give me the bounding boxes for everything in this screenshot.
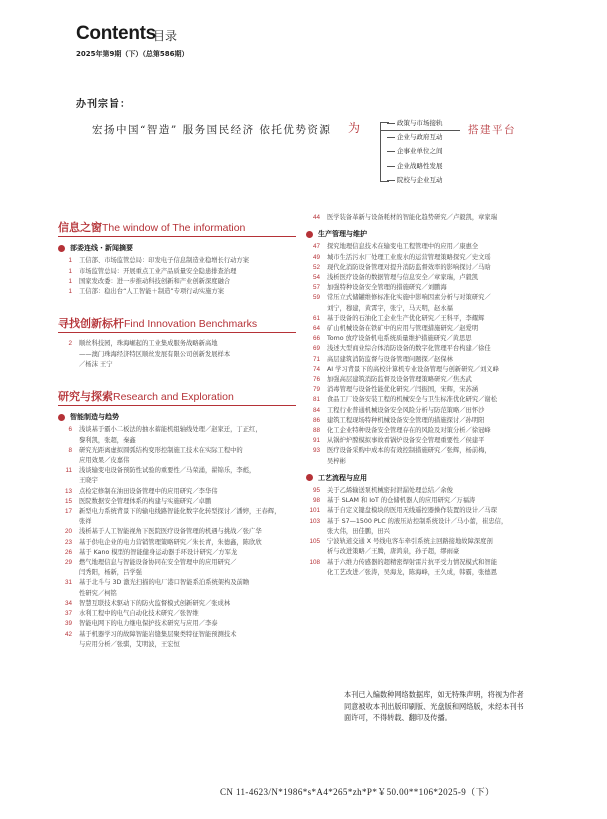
subsection-title: 生产管理与维护 xyxy=(318,230,367,239)
toc-left-column xyxy=(58,223,296,650)
toc-entry-title: 市场监管总局：开展重点工业产品质量安全隐患排查治理 xyxy=(79,267,237,275)
toc-entry[interactable] xyxy=(306,242,544,252)
section-divider xyxy=(58,236,296,237)
toc-entry-page: 74 xyxy=(312,365,320,373)
toc-section xyxy=(58,319,296,370)
toc-entry-page: 26 xyxy=(64,548,72,556)
bullet-dot-icon xyxy=(58,245,65,252)
toc-entry-page: 29 xyxy=(64,559,72,567)
toc-entry[interactable] xyxy=(306,334,544,344)
section-heading xyxy=(58,223,296,235)
toc-entry[interactable] xyxy=(306,436,544,446)
toc-entry-page: 76 xyxy=(312,376,320,384)
toc-entry[interactable] xyxy=(58,487,296,497)
toc-entry-title: 探究地理信息技术在输变电工程管理中的应用／康惠全 xyxy=(327,243,479,251)
toc-entry-title: 化工企业特种设备安全管理存在的风险及对策分析／徐冠峰 xyxy=(327,427,491,435)
toc-group xyxy=(306,229,544,467)
toc-entry-page: 37 xyxy=(64,610,72,618)
toc-entry-title: 研究光距离虚拟圆弧结构变形控制施工技术在实际工程中的 应用效果／皮嘉伟 xyxy=(79,446,243,465)
toc-entry[interactable] xyxy=(58,538,296,548)
toc-entry[interactable] xyxy=(58,466,296,486)
section-title-cn: 研究与探索 xyxy=(58,390,113,404)
toc-entry-page: 20 xyxy=(64,528,72,536)
toc-entry[interactable] xyxy=(306,506,544,516)
toc-entry-title: 新型电力系统背景下的输电线路智能化数字化转型探讨／潘婷，王春辉， 张祥 xyxy=(79,508,281,526)
toc-entry[interactable] xyxy=(58,287,296,297)
toc-entry[interactable] xyxy=(306,344,544,354)
toc-entry[interactable] xyxy=(306,395,544,405)
toc-entry-page: 1 xyxy=(68,257,72,265)
toc-entry-title: 矿山机械设备在铁矿中的应用与管理措施研究／赵爱明 xyxy=(327,325,479,333)
toc-group xyxy=(306,473,544,578)
toc-entry-title: 从锅炉炉膛模拟事故看锅炉设备安全管理重要性／侯建平 xyxy=(327,437,485,445)
toc-entry-title: 基于 S7—1500 PLC 的液压站控制系统设计／马小蕾，崔忠信， 张大伟，田佳鹏，田兴 xyxy=(327,517,508,535)
toc-entry[interactable] xyxy=(306,517,544,537)
toc-entry[interactable] xyxy=(58,578,296,598)
toc-entry-title: 浅析医疗设备的数据管理与信息安全／章家瑞，卢毅凯 xyxy=(327,274,479,282)
toc-entry[interactable] xyxy=(58,558,296,578)
toc-entry-title: 基于北斗与 3D 激光扫描的电厂港口智能系泊系统架构及前瞻 性研究／柯铭 xyxy=(79,579,250,597)
toc-entry-title: 水利工程中的电气自动化技术研究／张智维 xyxy=(79,610,199,618)
subsection-heading xyxy=(306,229,544,239)
toc-entry-title: 浅述大型商业综合体消防设备的数字化管理平台构建／徐佳 xyxy=(327,345,491,353)
toc-entry-title: 关于乙烯输送泵机械密封泄漏处理总结／余俊 xyxy=(327,487,453,495)
toc-entry[interactable] xyxy=(306,446,544,466)
toc-entry-title: Tomo 放疗设备机电系统质量维护措施研究／黄思思 xyxy=(327,335,472,343)
toc-entry[interactable] xyxy=(58,619,296,629)
toc-entry-page: 88 xyxy=(312,427,320,435)
toc-entry-title: 基于供电企业的电力营销管理策略研究／朱长青，朱德鑫，陈欣欣 xyxy=(79,538,262,546)
subsection-heading xyxy=(58,412,296,422)
toc-entry[interactable] xyxy=(306,314,544,324)
copyright-notice: 本刊已入编数种网络数据库，如无特殊声明，将视为作者同意被收本刊出版印刷版、光盘版和网络版，未经本刊书面许可，不得转载、翻印及传播。 xyxy=(344,690,524,723)
toc-entry-title: 加强特种设备安全管理的措施研究／刘鹏海 xyxy=(327,284,447,292)
toc-entry[interactable] xyxy=(306,558,544,578)
motto-goal-item: 企业与政府互动 xyxy=(393,132,443,146)
toc-entry[interactable] xyxy=(58,630,296,650)
toc-entry[interactable] xyxy=(58,527,296,537)
toc-entry-page: 101 xyxy=(309,507,320,515)
section-title-en: The window of The information xyxy=(102,222,246,234)
toc-entry[interactable] xyxy=(58,497,296,507)
toc-entry[interactable] xyxy=(306,263,544,273)
toc-entry-title: 顺丝科技园，珠海崛起的工业集成服务战略新高地 ——澳门珠海经济特区顺丝发展有限公司创新发展样本 ／杨沫 王宁 xyxy=(79,340,231,368)
motto-wei: 为 xyxy=(348,121,362,135)
toc-entry-page: 64 xyxy=(312,325,320,333)
toc-entry-page: 59 xyxy=(312,294,320,302)
toc-entry-page: 103 xyxy=(309,517,320,525)
toc-entry-page: 71 xyxy=(312,355,320,363)
toc-entry[interactable] xyxy=(306,496,544,506)
toc-entry-title: 基于自定义键盘模块的医用无线遥控器操作装置的设计／马琛 xyxy=(327,507,498,515)
subsection-title: 工艺流程与应用 xyxy=(318,473,367,482)
toc-entry-page: 23 xyxy=(64,538,72,546)
subsection-heading xyxy=(58,243,296,253)
toc-entry-page: 98 xyxy=(312,497,320,505)
toc-entry[interactable] xyxy=(58,339,296,370)
toc-entry-title: 基于 SLAM 和 IoT 的仓储机器人的应用研究／万福涛 xyxy=(327,497,476,505)
toc-entry-title: 医疗设备采购中成本的有效控制措施研究／张辉，杨前梅， 吴梓彬 xyxy=(327,447,491,465)
section-heading xyxy=(58,319,296,331)
toc-entry-title: 基于 Kano 模型的智能健身运动器手环设计研究／方军龙 xyxy=(79,548,238,556)
toc-entry-title: 现代化消防设备管理对提升消防监督效率的影响探讨／马晗 xyxy=(327,263,491,271)
toc-entry-page: 86 xyxy=(312,416,320,424)
toc-entry-page: 15 xyxy=(64,497,72,505)
cn-publication-code: CN 11-4623/N*1986*s*A4*265*zh*P*￥50.00**106*2025-9（下） xyxy=(220,787,495,797)
issue-number: 2025年第9期（下）（总第586期） xyxy=(76,50,189,58)
toc-entry-title: 智慧互联技术驱动下的防火监督模式创新研究／张成林 xyxy=(79,599,231,607)
subsection-title: 部委连线・新闻摘要 xyxy=(70,244,133,253)
toc-entry-title: 医学装备革新与设备耗材的智能化趋势研究／卢毅凯，章家瑞 xyxy=(327,214,498,221)
section-divider xyxy=(58,405,296,406)
section-title-cn: 信息之窗 xyxy=(58,221,102,234)
toc-right-column xyxy=(306,213,544,578)
toc-entry-title: 城市生活污水厂处理工业废水的运营管理策略探究／史文瑶 xyxy=(327,253,491,261)
toc-entry-page: 66 xyxy=(312,335,320,343)
toc-entry-title: 浅谈基于霸小二板法的抽水蓄能机组轴线处理／赵家迁，丁正红， 黎利凯，张超，秦鑫 xyxy=(79,426,262,444)
toc-entry[interactable] xyxy=(306,406,544,416)
toc-entry-page: 44 xyxy=(312,214,320,221)
toc-entry[interactable] xyxy=(306,355,544,365)
toc-entry-title: AI 学习背景下的高校计算机专业设备管理与创新研究／刘义峰 xyxy=(327,365,499,373)
toc-entry-page: 11 xyxy=(65,467,72,475)
toc-entry-page: 93 xyxy=(312,447,320,455)
toc-entry-page: 6 xyxy=(68,426,72,434)
toc-entry-title: 国家发改委：进一步推动科技创新和产业创新深度融合 xyxy=(79,277,231,285)
motto-goal-item: 政策与市场接轨 xyxy=(393,118,443,132)
toc-entry[interactable] xyxy=(306,253,544,263)
toc-entry[interactable] xyxy=(306,416,544,426)
toc-entry-title: 工信部：稳出台“人工智能＋制造”专项行动实施方案 xyxy=(79,288,225,296)
toc-entry-title: 工信部、市场监管总局：印发电子信息制造业稳增长行动方案 xyxy=(79,257,250,265)
toc-entry[interactable] xyxy=(58,425,296,445)
toc-entry-page: 31 xyxy=(64,579,72,587)
toc-entry-title: 点检定修制在油田设备管理中的应用研究／李华伟 xyxy=(79,487,218,495)
toc-group xyxy=(58,339,296,370)
toc-entry-title: 浅谈输变电设备预防性试验的重要性／马荣涌，翟锦乐，李彪， 王晓宇 xyxy=(79,467,256,485)
toc-section xyxy=(58,223,296,297)
toc-entry-title: 医院数据安全管理体系的构建与实施研究／卓鹏 xyxy=(79,497,212,505)
toc-entry[interactable] xyxy=(306,365,544,375)
toc-entry[interactable] xyxy=(58,446,296,466)
toc-entry[interactable] xyxy=(306,213,544,223)
section-title-en: Research and Exploration xyxy=(113,391,234,404)
toc-entry[interactable] xyxy=(306,324,544,334)
motto-goal-item: 企业战略性发展 xyxy=(393,161,443,175)
toc-entry-page: 79 xyxy=(312,386,320,394)
toc-entry-page: 8 xyxy=(68,446,72,454)
toc-entry-title: 浅析基于人工智能视角下医院医疗设备管理的机遇与挑战／张广华 xyxy=(79,528,262,536)
toc-entry-page: 57 xyxy=(312,284,320,292)
toc-entry[interactable] xyxy=(58,277,296,287)
toc-entry[interactable] xyxy=(58,267,296,277)
toc-entry-page: 42 xyxy=(64,630,72,638)
toc-entry[interactable] xyxy=(306,537,544,557)
toc-entry-page: 52 xyxy=(312,263,320,271)
section-title-en: Find Innovation Benchmarks xyxy=(124,318,258,331)
toc-entry-page: 39 xyxy=(64,620,72,628)
toc-entry-page: 54 xyxy=(312,274,320,282)
toc-entry-title: 常压立式储罐维修标准化实施中影响因素分析与对策研究／ 刘宁，穆建，黄霄宇，张宁，马天明，赵永福 xyxy=(327,294,491,312)
toc-entry-title: 建筑工程现场特种机械设备安全管理的措施探讨／孙明阳 xyxy=(327,416,485,424)
section-divider xyxy=(58,332,296,333)
toc-entry-title: 智能电网下的电力继电保护技术研究与应用／李泰 xyxy=(79,620,218,628)
toc-entry[interactable] xyxy=(306,273,544,283)
toc-entry-page: 69 xyxy=(312,345,320,353)
toc-entry-page: 47 xyxy=(312,243,320,251)
toc-entry-page: 49 xyxy=(312,253,320,261)
section-title-cn: 寻找创新标杆 xyxy=(58,317,124,331)
toc-entry-title: 宁波轨道交通 X 号线电客车牵引系统主回路接地故障深度剖 析与改进策略／王腾，唐鸿泉，孙子超，缪雨豪 xyxy=(327,538,493,556)
motto-goal-item: 院校与企业互动 xyxy=(393,175,443,189)
bullet-dot-icon xyxy=(306,474,313,481)
toc-entry-title: 高层建筑消防监督与设备管理问题探／赵保林 xyxy=(327,355,453,363)
toc-entry-page: 1 xyxy=(68,277,72,285)
toc-entry[interactable] xyxy=(58,609,296,619)
toc-entry[interactable] xyxy=(58,256,296,266)
toc-entry-page: 84 xyxy=(312,406,320,414)
toc-entry-title: 消毒管理与设备性能优化研究／闫振国，宋辉，宋苏涵 xyxy=(327,386,479,394)
toc-entry[interactable] xyxy=(58,507,296,527)
toc-entry[interactable] xyxy=(306,293,544,313)
toc-entry-page: 1 xyxy=(68,288,72,296)
toc-entry[interactable] xyxy=(58,599,296,609)
toc-entry-page: 17 xyxy=(64,508,72,516)
toc-entry[interactable] xyxy=(306,426,544,436)
toc-entry-title: 食品工厂设备安装工程的机械安全与卫生标准优化研究／谢松 xyxy=(327,396,498,404)
toc-entry-title: 工程行业普通机械设备安全风险分析与防范策略／田怀沙 xyxy=(327,406,485,414)
contents-title-cn: 目录 xyxy=(153,29,178,43)
toc-entry-page: 13 xyxy=(64,487,72,495)
section-heading xyxy=(58,392,296,404)
motto-text: 宏扬中国“智造” 服务国民经济 依托优势资源 xyxy=(92,124,332,136)
toc-entry[interactable] xyxy=(58,548,296,558)
toc-entry[interactable] xyxy=(306,486,544,496)
toc-entry-page: 91 xyxy=(312,437,320,445)
toc-entry-page: 1 xyxy=(68,267,72,275)
toc-entry-title: 基于六维力传感器的超精密焊射雷片抗平受力情况模式和智能 化工艺改进／张涛，吴海龙，陈海峰，王久成，韩霸，张德恩 xyxy=(327,558,498,576)
toc-entry-page: 108 xyxy=(309,558,320,566)
toc-section xyxy=(58,392,296,650)
toc-entry-page: 81 xyxy=(312,396,320,404)
toc-entry-title: 燃气地理信息与智能设备协同在安全管理中的应用研究／ 闫秀阳，杨新，吕学强 xyxy=(79,559,237,577)
toc-entry-title: 加强高层建筑消防监督及设备管理策略研究／焦杰武 xyxy=(327,376,472,384)
toc-entry-page: 105 xyxy=(309,538,320,546)
toc-entry-page: 2 xyxy=(68,340,72,348)
toc-group xyxy=(58,412,296,650)
bullet-dot-icon xyxy=(306,231,313,238)
toc-entry-page: 61 xyxy=(312,314,320,322)
contents-title: Contents xyxy=(76,23,156,44)
toc-entry[interactable] xyxy=(306,385,544,395)
toc-entry-title: 基于设备的石油化工企业生产优化研究／王科平，李耀辉 xyxy=(327,314,485,322)
toc-entry-page: 34 xyxy=(64,599,72,607)
toc-group xyxy=(58,243,296,297)
subsection-heading xyxy=(306,473,544,483)
toc-entry[interactable] xyxy=(306,283,544,293)
toc-entry-title: 基于机器学习的故障智能岩缝集层聚类特征智能预测技术 与应用分析／张骐，艾明波，王宏恒 xyxy=(79,630,237,648)
toc-entry-page: 95 xyxy=(312,487,320,495)
motto-label: 办刊宗旨： xyxy=(76,99,131,110)
motto-goal-item: 企事业单位之间 xyxy=(393,146,443,160)
motto-build-platform: 搭建平台 xyxy=(468,124,516,136)
subsection-title: 智能制造与趋势 xyxy=(70,413,119,422)
toc-entry[interactable] xyxy=(306,375,544,385)
motto-goals xyxy=(393,118,443,189)
bullet-dot-icon xyxy=(58,414,65,421)
